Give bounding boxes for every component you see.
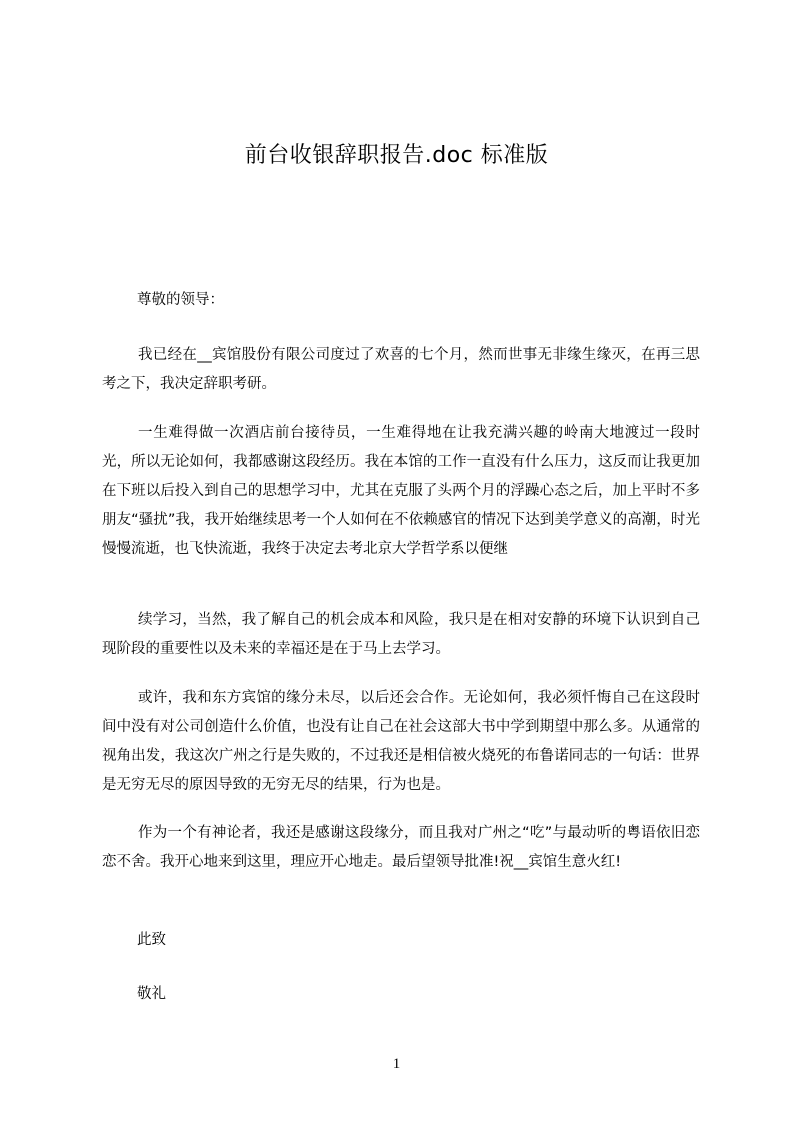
page-number: 1 [392, 1056, 401, 1072]
paragraph-2: 一生难得做一次酒店前台接待员，一生难得地在让我充满兴趣的岭南大地渡过一段时光，所以无论如何，我都感谢这段经历。我在本馆的工作一直没有什么压力，这反而让我更加在下班以后投入到自己的思想学习中，尤其在克服了头两个月的浮躁心态之后，加上平时不多朋友“骚扰”我，我开始继续思考一个人如何在不依赖感官的情况下达到美学意义的高潮，时光慢慢流逝，也飞快流逝，我终于决定去考北京大学哲学系以便继 [102, 425, 700, 557]
paragraph-1: 我已经在__宾馆股份有限公司度过了欢喜的七个月，然而世事无非缘生缘灭，在再三思考之下，我决定辞职考研。 [102, 347, 700, 392]
paragraph-5: 作为一个有神论者，我还是感谢这段缘分，而且我对广州之“吃”与最动听的粤语依旧恋恋不舍。我开心地来到这里，理应开心地走。最后望领导批准!祝__宾馆生意火红! [102, 825, 700, 870]
document-title: 前台收银辞职报告.doc 标准版 [244, 143, 549, 168]
paragraph-3: 续学习，当然，我了解自己的机会成本和风险，我只是在相对安静的环境下认识到自己现阶段的重要性以及未来的幸福还是在于马上去学习。 [102, 612, 700, 657]
paragraph-4: 或许，我和东方宾馆的缘分未尽，以后还会合作。无论如何，我必须忏悔自己在这段时间中没有对公司创造什么价值，也没有让自己在社会这部大书中学到期望中那么多。从通常的视角出发，我这次广州之行是失败的，不过我还是相信被火烧死的布鲁诺同志的一句话：世界是无穷无尽的原因导致的无穷无尽的结果，行为也是。 [102, 690, 700, 793]
closing-cizhi: 此致 [137, 932, 166, 948]
closing-jingli: 敬礼 [137, 986, 166, 1002]
salutation: 尊敬的领导： [137, 292, 224, 308]
